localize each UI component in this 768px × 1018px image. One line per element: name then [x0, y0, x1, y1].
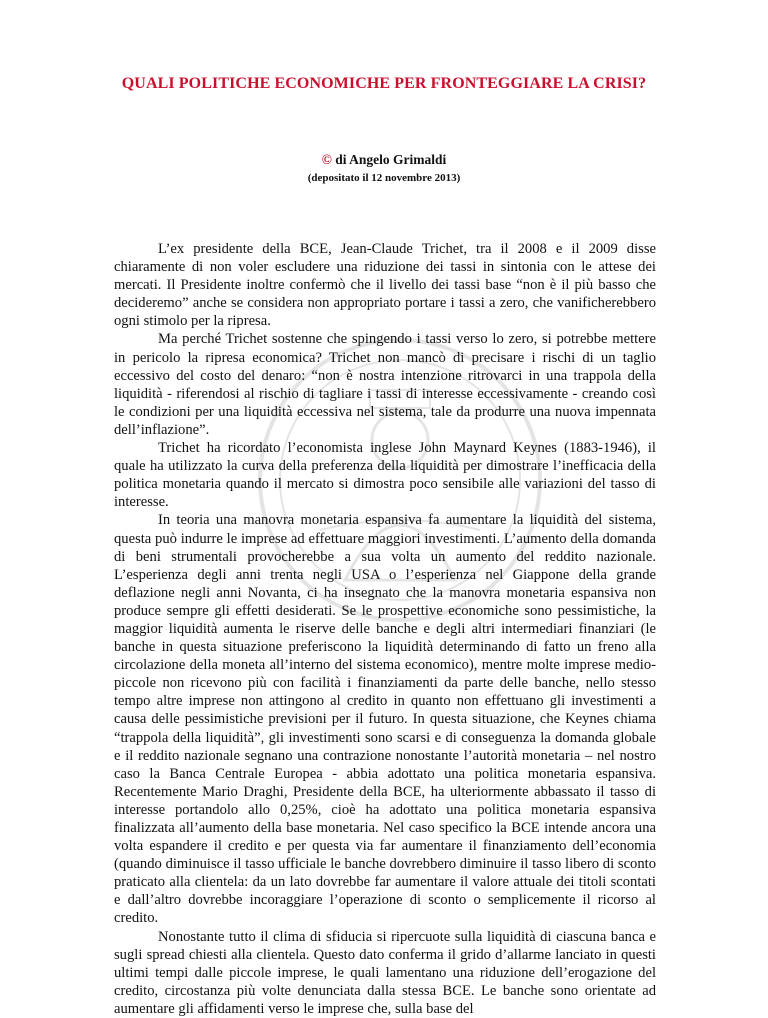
paragraph: Trichet ha ricordato l’economista inglese John Maynard Keynes (1883-1946), il quale ha utilizzato la curva della preferenza della liquidità per dimostrare l’inefficacia della politica monetaria quando il mercato si dimostra poco sensibile alle variazioni del tasso di interesse. — [114, 440, 656, 511]
paragraph: Nonostante tutto il clima di sfiducia si ripercuote sulla liquidità di ciascuna banca e sugli spread chiesti alla clientela. Questo dato conferma il grido d’allarme lanciato in questi ultimi tempi dalle piccole imprese, le quali lamentano una riduzione dell’erogazione del credito, circostanza più volte denunciata dalla stessa BCE. Le banche sono orientate ad aumentare gli affidamenti verso le imprese che, sulla base del — [114, 928, 656, 1017]
author-name: di Angelo Grimaldi — [335, 152, 447, 167]
deposit-note: (depositato il 12 novembre 2013) — [307, 172, 461, 184]
copyright-symbol: © — [321, 152, 332, 167]
author-byline — [0, 152, 768, 168]
article-body — [114, 240, 656, 1018]
paragraph: In teoria una manovra monetaria espansiva fa aumentare la liquidità del sistema, questa può indurre le imprese ad effettuare maggiori investimenti. L’aumento della domanda di beni strumentali provocherebbe a sua volta un aumento del reddito nazionale. L’esperienza degli anni trenta negli USA o l’esperienza nel Giappone della grande deflazione negli anni Novanta, ci ha insegnato che la manovra monetaria espansiva non produce sempre gli effetti desiderati. Se le prospettive economiche sono pessimistiche, la maggior liquidità aumenta le riserve delle banche e degli altri intermediari finanziari (le banche in questa situazione preferiscono la liquidità determinando di fatto un freno alla circolazione della moneta all’interno del sistema economico), mentre molte imprese medio-piccole non ricevono più con facilità i finanziamenti da parte delle banche, nello stesso tempo altre imprese non attingono al credito in quanto non effettuano gli investimenti a causa delle pessimistiche previsioni per il futuro. In questa situazione, che Keynes chiama “trappola della liquidità”, gli investimenti sono scarsi e di conseguenza la domanda globale e il reddito nazionale segnano una contrazione nonostante l’autorità monetaria – nel nostro caso la Banca Centrale Europea - abbia adottato una politica monetaria espansiva. Recentemente Mario Draghi, Presidente della BCE, ha ulteriormente abbassato il tasso di interesse portandolo allo 0,25%, cioè ha adottato una politica monetaria espansiva finalizzata all’aumento della base monetaria. Nel caso specifico la BCE intende ancora una volta espandere il credito e per questa via far aumentare il finanziamento dell’economia (quando diminuisce il tasso ufficiale le banche dovrebbero diminuire il tasso libero di sconto praticato alla clientela: da un lato dovrebbe far aumentare il valore attuale dei titoli scontati e dall’altro dovrebbe incoraggiare l’operazione di sconto o semplicemente il ricorso al credito. — [114, 512, 656, 927]
paragraph: L’ex presidente della BCE, Jean-Claude Trichet, tra il 2008 e il 2009 disse chiaramente di non voler escludere una riduzione dei tassi in sintonia con le attese dei mercati. Il Presidente inoltre confermò che il livello dei tassi base “non è il più basso che decideremo” anche se considera non appropriato portare i tassi a zero, che vanificherebbero ogni stimolo per la ripresa. — [114, 241, 656, 330]
document-title: QUALI POLITICHE ECONOMICHE PER FRONTEGGIARE LA CRISI? — [121, 75, 647, 92]
paragraph: Ma perché Trichet sostenne che spingendo i tassi verso lo zero, si potrebbe mettere in pericolo la ripresa economica? Trichet non mancò di precisare i rischi di un taglio eccessivo del costo del denaro: “non è nostra intenzione ritrovarci in una trappola della liquidità - riferendosi al rischio di tagliare i tassi di interesse eccessivamente - creando così le condizioni per una liquidità eccessiva nel sistema, tale da produrre una nuova impennata dell’inflazione”. — [114, 331, 656, 438]
